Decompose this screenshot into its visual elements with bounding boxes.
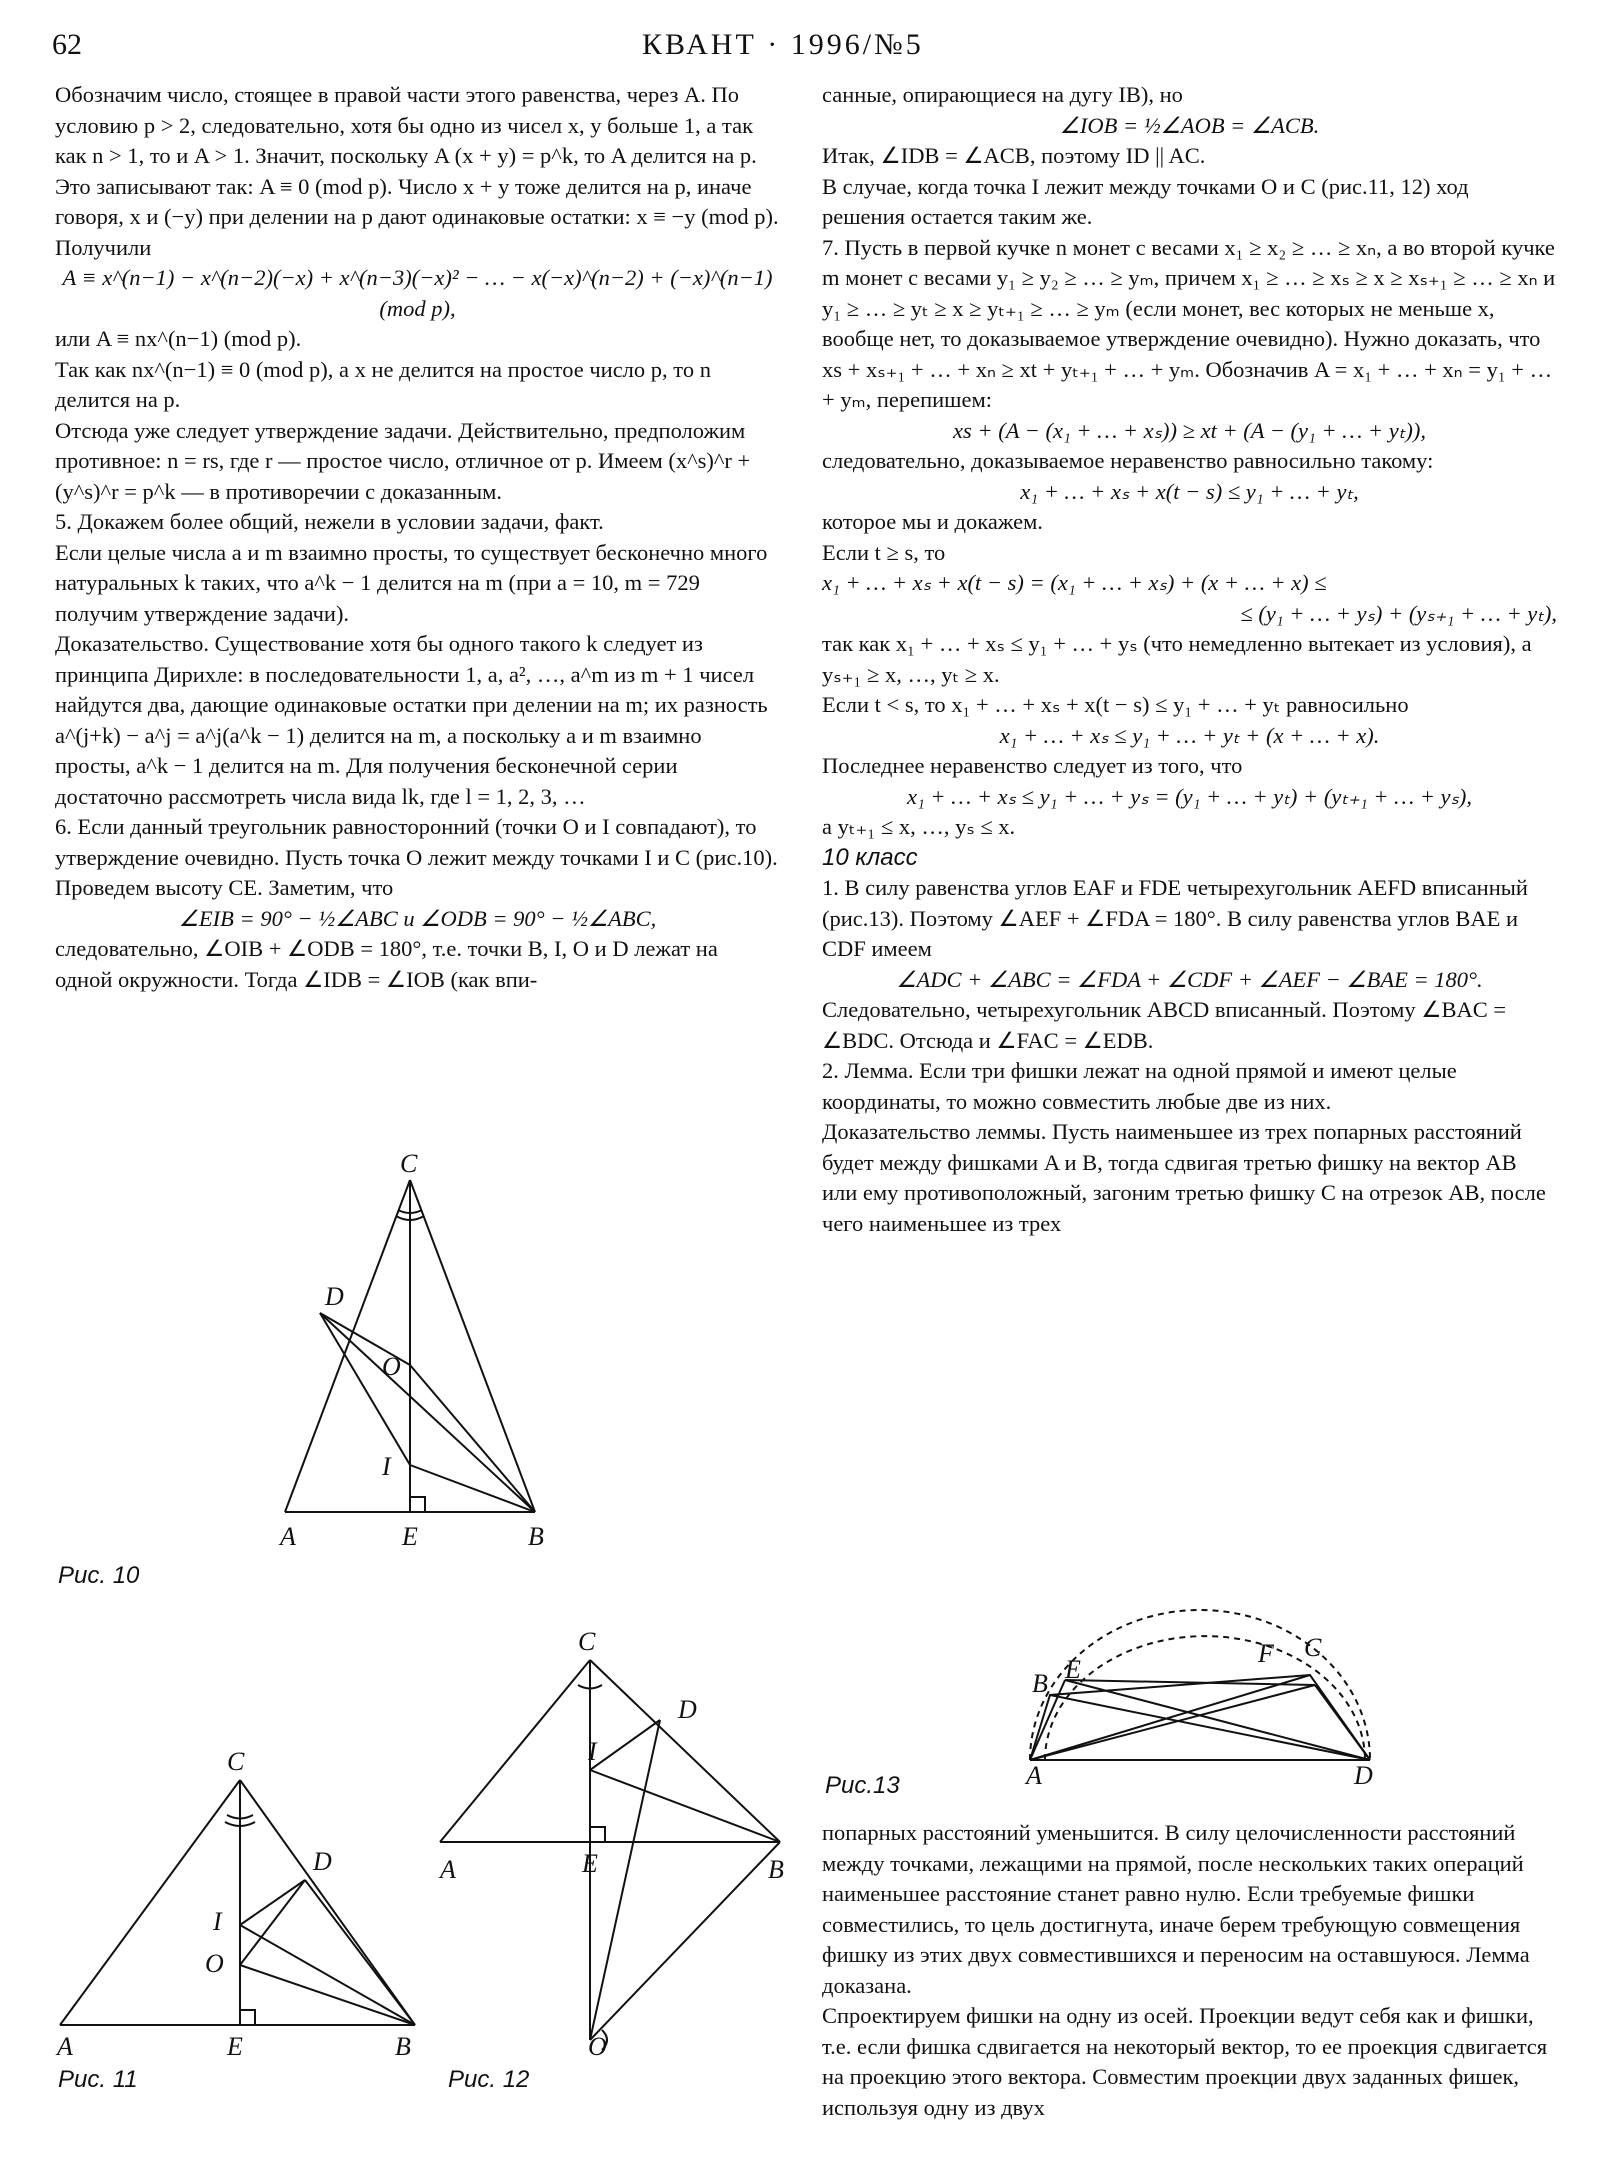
label-C: C	[227, 1747, 245, 1776]
section-heading: 10 класс	[822, 843, 918, 871]
label-B: B	[528, 1522, 544, 1551]
page-number: 62	[52, 28, 82, 61]
label-I: I	[588, 1737, 597, 1766]
caption-fig-10: Рис. 10	[58, 1562, 140, 1589]
equation: x₁ + … + xₛ ≤ y₁ + … + yₛ = (y₁ + … + yₜ) + (yₜ₊₁ + … + yₛ),	[906, 783, 1473, 809]
figure-13	[1010, 1590, 1410, 1790]
caption-fig-13: Рис.13	[825, 1772, 900, 1799]
paragraph: а yₜ₊₁ ≤ x, …, yₛ ≤ x.	[822, 814, 1016, 839]
paragraph: Последнее неравенство следует из того, что	[822, 753, 1243, 778]
paragraph: Обозначим число, стоящее в правой части этого равенства, через A. По условию p > 2, следовательно, хотя бы одно из чисел x, y больше 1, а так как n > 1, то и A > 1. Значит, поскольку A (x + y) = p^k, то A делится на p. Это записывают так: A ≡ 0 (mod p). Число x + y тоже делится на p, иначе говоря, x и (−y) при делении на p дают одинаковые остатки: x ≡ −y (mod p).	[55, 82, 779, 229]
paragraph: Доказательство леммы. Пусть наименьшее из трех попарных расстояний будет между фишками A и B, тогда сдвигая третью фишку на вектор AB или ему противоположный, загоним третью фишку C на отрезок AB, после чего наименьшее из трех	[822, 1119, 1546, 1236]
paragraph: Следовательно, четырехугольник ABCD вписанный. Поэтому ∠BAC = ∠BDC. Отсюда и ∠FAC = ∠EDB.	[822, 997, 1507, 1053]
equation: A ≡ x^(n−1) − x^(n−2)(−x) + x^(n−3)(−x)² − … − x(−x)^(n−2) + (−x)^(n−1) (mod p),	[62, 265, 773, 321]
equation: x₁ + … + xₛ ≤ y₁ + … + yₜ + (x + … + x).	[999, 722, 1380, 748]
equation: ≤ (y₁ + … + yₛ) + (yₛ₊₁ + … + yₜ),	[1240, 600, 1557, 626]
label-A: A	[440, 1855, 456, 1884]
equation: ∠ADC + ∠ABC = ∠FDA + ∠CDF + ∠AEF − ∠BAE = 180°.	[896, 966, 1483, 992]
equation: x₁ + … + xₛ + x(t − s) ≤ y₁ + … + yₜ,	[1020, 478, 1359, 504]
paragraph: 6. Если данный треугольник равносторонний (точки O и I совпадают), то утверждение очевидно. Пусть точка O лежит между точками I и C (рис.10). Проведем высоту CE. Заметим, что	[55, 814, 778, 900]
paragraph: 1. В силу равенства углов EAF и FDE четырехугольник AEFD вписанный (рис.13). Поэтому ∠AEF + ∠FDA = 180°. В силу равенства углов BAE и CDF имеем	[822, 875, 1528, 961]
label-O: O	[382, 1352, 401, 1381]
paragraph: которое мы и докажем.	[822, 509, 1043, 534]
figure-10	[270, 1150, 570, 1560]
label-B: B	[1032, 1669, 1048, 1698]
label-E: E	[402, 1522, 418, 1551]
paragraph: Отсюда уже следует утверждение задачи. Действительно, предположим противное: n = rs, где r — простое число, отличное от p. Имеем (x^s)^r + (y^s)^r = p^k — в противоречии с доказанным.	[55, 417, 751, 504]
paragraph: Если целые числа a и m взаимно просты, то существует бесконечно много натуральных k таких, что a^k − 1 делится на m (при a = 10, m = 729 получим утверждение задачи).	[55, 539, 768, 626]
paragraph: Получили	[55, 234, 152, 260]
label-D: D	[313, 1847, 332, 1876]
label-D: D	[1354, 1761, 1373, 1790]
paragraph: 5. Докажем более общий, нежели в условии задачи, факт.	[55, 509, 604, 534]
label-E: E	[227, 2032, 243, 2060]
equation: x₁ + … + xₛ + x(t − s) = (x₁ + … + xₛ) + (x + … + x) ≤	[822, 570, 1327, 595]
label-C: C	[1304, 1633, 1322, 1662]
paragraph: Если t ≥ s, то	[822, 539, 946, 565]
journal-title: КВАНТ · 1996/№5	[642, 28, 924, 61]
paragraph: В случае, когда точка I лежит между точками O и C (рис.11, 12) ход решения остается таким же.	[822, 173, 1469, 229]
label-B: B	[768, 1855, 784, 1884]
left-column	[55, 80, 780, 995]
equation: ∠IOB = ½∠AOB = ∠ACB.	[1059, 112, 1320, 138]
paragraph: Так как nx^(n−1) ≡ 0 (mod p), а x не делится на простое число p, то n делится на p.	[55, 356, 711, 412]
paragraph: так как x₁ + … + xₛ ≤ y₁ + … + yₛ (что немедленно вытекает из условия), а yₛ₊₁ ≥ x, …, yₜ ≥ x.	[822, 631, 1532, 687]
label-B: B	[395, 2032, 411, 2060]
paragraph: Итак, ∠IDB = ∠ACB, поэтому ID || AC.	[822, 143, 1206, 168]
paragraph: Доказательство. Существование хотя бы одного такого k следует из принципа Дирихле: в последовательности 1, a, a², …, a^m из m + 1 чисел найдутся два, дающие одинаковые остатки при делении на m; их разность a^(j+k) − a^j = a^j(a^k − 1) делится на m, а поскольку a и m взаимно просты, a^k − 1 делится на m. Для получения бесконечной серии достаточно рассмотреть числа вида lk, где l = 1, 2, 3, …	[55, 631, 768, 809]
paragraph: Если t < s, то x₁ + … + xₛ + x(t − s) ≤ y₁ + … + yₜ равносильно	[822, 692, 1409, 717]
label-E: E	[1065, 1655, 1081, 1684]
label-O: O	[588, 2032, 607, 2060]
equation: xs + (A − (x₁ + … + xₛ)) ≥ xt + (A − (y₁ + … + yₜ)),	[953, 417, 1426, 443]
paragraph: 2. Лемма. Если три фишки лежат на одной прямой и имеют целые координаты, то можно совместить любые две из них.	[822, 1058, 1457, 1114]
label-F: F	[1258, 1639, 1274, 1668]
label-I: I	[213, 1907, 222, 1936]
caption-fig-11: Рис. 11	[58, 2066, 138, 2093]
label-D: D	[678, 1695, 697, 1724]
label-A: A	[280, 1522, 296, 1551]
paragraph: или A ≡ nx^(n−1) (mod p).	[55, 326, 302, 351]
label-I: I	[382, 1452, 391, 1481]
label-C: C	[578, 1627, 596, 1656]
caption-fig-12: Рис. 12	[448, 2066, 530, 2093]
label-A: A	[57, 2032, 73, 2060]
label-E: E	[582, 1849, 598, 1878]
label-O: O	[205, 1949, 224, 1978]
paragraph: следовательно, ∠OIB + ∠ODB = 180°, т.е. точки B, I, O и D лежат на одной окружности. Тогда ∠IDB = ∠IOB (как впи-	[55, 936, 718, 992]
equation: ∠EIB = 90° − ½∠ABC и ∠ODB = 90° − ½∠ABC,	[178, 905, 657, 931]
paragraph: Спроектируем фишки на одну из осей. Проекции ведут себя как и фишки, т.е. если фишка сдвигается на некоторый вектор, то ее проекция сдвигается на проекцию этого вектора. Совместим проекции двух заданных фишек, используя одну из двух	[822, 2003, 1548, 2120]
paragraph: следовательно, доказываемое неравенство равносильно такому:	[822, 448, 1434, 473]
paragraph: 7. Пусть в первой кучке n монет с весами x₁ ≥ x₂ ≥ … ≥ xₙ, а во второй кучке m монет с весами y₁ ≥ y₂ ≥ … ≥ yₘ, причем x₁ ≥ … ≥ xₛ ≥ x ≥ xₛ₊₁ ≥ … ≥ xₙ и y₁ ≥ … ≥ yₜ ≥ x ≥ yₜ₊₁ ≥ … ≥ yₘ (если монет, вес которых не меньше x, вообще нет, то доказываемое утверждение очевидно). Нужно доказать, что xs + xₛ₊₁ + … + xₙ ≥ xt + yₜ₊₁ + … + yₘ. Обозначив A = x₁ + … + xₙ = y₁ + … + yₘ, перепишем:	[822, 234, 1556, 412]
right-column	[822, 80, 1557, 1239]
paragraph: попарных расстояний уменьшится. В силу целочисленности расстояний между точками, лежащими на прямой, после нескольких таких операций наименьшее расстояние станет равно нулю. Если требуемые фишки совместились, то цель достигнута, иначе берем требующую совмещения фишку из этих двух совместившихся и переносим на оставшуюся. Лемма доказана.	[822, 1820, 1530, 1998]
figure-12	[430, 1620, 810, 2060]
paragraph: санные, опирающиеся на дугу IB), но	[822, 82, 1183, 107]
label-A: A	[1026, 1761, 1042, 1790]
label-D: D	[325, 1282, 344, 1311]
figure-11	[45, 1740, 425, 2060]
right-column-continued	[822, 1818, 1557, 2123]
label-C: C	[400, 1150, 418, 1178]
